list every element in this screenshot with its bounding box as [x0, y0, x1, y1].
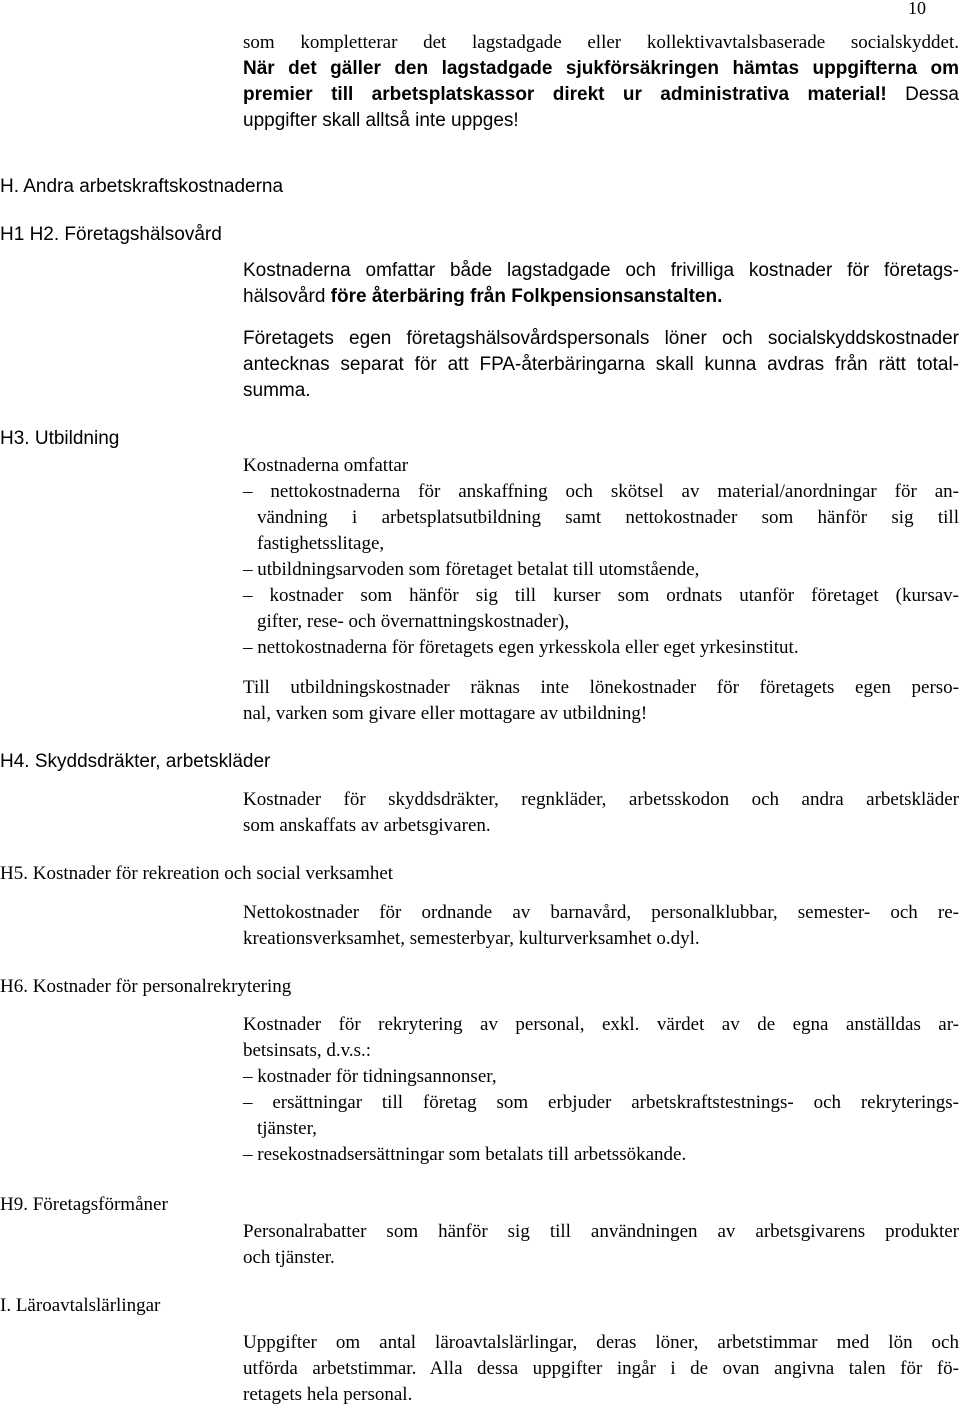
text-line: retagets hela personal. [243, 1384, 413, 1405]
i-paragraph [243, 1330, 959, 1408]
text-line: Kostnader för rekrytering av personal, exkl. värdet av de egna anställdas ar- [243, 1014, 959, 1035]
list-item-continuation: vändning i arbetsplatsutbildning samt nettokostnader som hänför sig till [257, 507, 959, 528]
text-line: Kostnaderna omfattar både lagstadgade och frivilliga kostnader för företags- [243, 260, 959, 281]
list-item: – resekostnadsersättningar som betalats till arbetssökande. [243, 1144, 687, 1165]
section-heading-h5: H5. Kostnader för rekreation och social verksamhet [0, 863, 394, 884]
text-line: Personalrabatter som hänför sig till användningen av arbetsgivarens produkter [243, 1221, 959, 1242]
section-heading-h9: H9. Företagsförmåner [0, 1194, 168, 1215]
h3-note [243, 675, 959, 727]
text-line [243, 284, 959, 310]
text-line: kreationsverksamhet, semesterbyar, kulturverksamhet o.dyl. [243, 928, 700, 949]
text-line: När det gäller den lagstadgade sjukförsäkringen hämtas uppgifterna om [243, 58, 959, 79]
text-line: antecknas separat för att FPA-återbäringarna skall kunna avdras från rätt total- [243, 354, 959, 375]
text-line: betsinsats, d.v.s.: [243, 1040, 372, 1061]
text-line: Till utbildningskostnader räknas inte lönekostnader för företagets egen perso- [243, 677, 959, 698]
list-item-continuation: fastighetsslitage, [257, 533, 385, 554]
text-line: nal, varken som givare eller mottagare av utbildning! [243, 703, 648, 724]
text-line: Företagets egen företagshälsovårdspersonals löner och socialskyddskostnader [243, 328, 959, 349]
section-heading-i: I. Läroavtalslärlingar [0, 1295, 161, 1316]
text-line [243, 82, 959, 108]
text-line: utförda arbetstimmar. Alla dessa uppgifter ingår i de ovan angivna talen för fö- [243, 1358, 959, 1379]
bold-text: premier till arbetsplatskassor direkt ur administrativa material! [243, 84, 887, 105]
text-span: hälsovård [243, 286, 331, 307]
text-line: som kompletterar det lagstadgade eller kollektivavtalsbaserade socialskyddet. [243, 32, 959, 53]
h6-list [243, 1012, 959, 1168]
section-heading-h: H. Andra arbetskraftskostnaderna [0, 176, 284, 197]
list-item: – nettokostnaderna för anskaffning och skötsel av material/anordningar för an- [243, 481, 959, 502]
list-item: – utbildningsarvoden som företaget betalat till utomstående, [243, 559, 700, 580]
text-line: och tjänster. [243, 1247, 335, 1268]
text-line: uppgifter skall alltså inte uppges! [243, 110, 519, 131]
h1-h2-paragraph-1 [243, 258, 959, 310]
page-number: 10 [908, 0, 926, 18]
text-line: som anskaffats av arbetsgivaren. [243, 815, 491, 836]
text-line: Kostnader för skyddsdräkter, regnkläder, arbetsskodon och andra arbetskläder [243, 789, 959, 810]
text-line: summa. [243, 380, 311, 401]
h4-paragraph [243, 787, 959, 839]
list-item: – kostnader som hänför sig till kurser som ordnats utanför företaget (kursav- [243, 585, 959, 606]
section-heading-h1-h2: H1 H2. Företagshälsovård [0, 224, 222, 245]
section-heading-h6: H6. Kostnader för personalrekrytering [0, 976, 292, 997]
text-line: Nettokostnader för ordnande av barnavård, personalklubbar, semester- och re- [243, 902, 959, 923]
section-heading-h4: H4. Skyddsdräkter, arbetskläder [0, 751, 271, 772]
h9-paragraph [243, 1219, 959, 1271]
list-item: – nettokostnaderna för företagets egen yrkesskola eller eget yrkesinstitut. [243, 637, 799, 658]
list-item: – kostnader för tidningsannonser, [243, 1066, 497, 1087]
bold-text: före återbäring från Folkpensionsanstalten. [330, 286, 723, 307]
list-item: – ersättningar till företag som erbjuder arbetskraftstestnings- och rekryterings- [243, 1092, 959, 1113]
text-line: Kostnaderna omfattar [243, 455, 409, 476]
h5-paragraph [243, 900, 959, 952]
list-item-continuation: tjänster, [257, 1118, 317, 1139]
text-span: Dessa [886, 84, 959, 105]
section-heading-h3: H3. Utbildning [0, 428, 120, 449]
h3-list [243, 453, 959, 661]
list-item-continuation: gifter, rese- och övernattningskostnader), [257, 611, 570, 632]
intro-paragraph [243, 30, 959, 134]
text-line: Uppgifter om antal läroavtalslärlingar, deras löner, arbetstimmar med lön och [243, 1332, 959, 1353]
h1-h2-paragraph-2 [243, 326, 959, 404]
